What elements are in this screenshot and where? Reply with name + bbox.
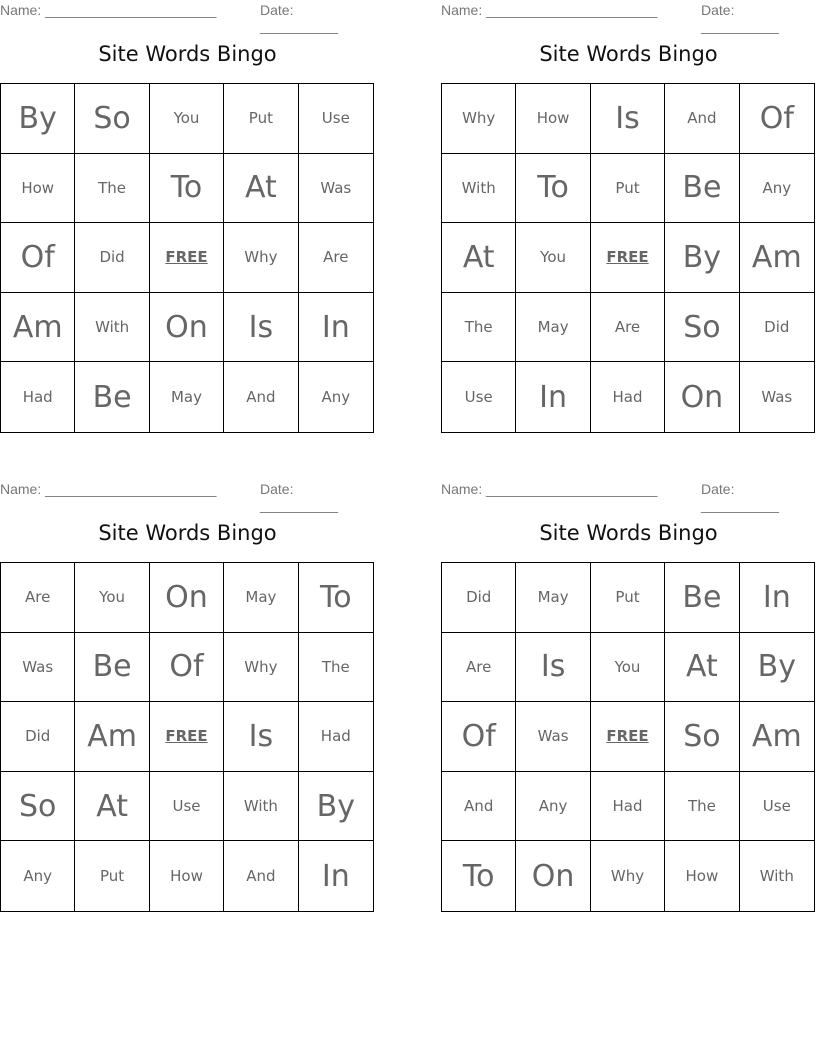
bingo-cell: Was [516, 702, 590, 772]
name-field-label: Name: ______________________ [0, 481, 217, 497]
bingo-cell: Of [442, 702, 516, 772]
bingo-cell: At [665, 633, 739, 703]
bingo-cell: How [665, 841, 739, 911]
bingo-cell: Did [740, 293, 814, 363]
bingo-card-3 [0, 479, 375, 919]
name-field-label: Name: ______________________ [441, 2, 658, 18]
bingo-cell: And [442, 772, 516, 842]
free-space: FREE [591, 702, 665, 772]
bingo-cell: By [665, 223, 739, 293]
bingo-cell: Is [224, 702, 298, 772]
bingo-cell: Any [1, 841, 75, 911]
bingo-cell: Of [740, 84, 814, 154]
bingo-cell: Put [75, 841, 149, 911]
bingo-cell: Why [224, 633, 298, 703]
bingo-cell: May [224, 563, 298, 633]
bingo-cell: To [442, 841, 516, 911]
bingo-cell: Of [1, 223, 75, 293]
card-title: Site Words Bingo [98, 521, 277, 545]
name-field-label: Name: ______________________ [0, 2, 217, 18]
bingo-cell: In [321, 858, 350, 894]
date-field-label: Date: __________ [701, 2, 779, 34]
bingo-cell: Why [224, 223, 298, 293]
bingo-cell: Any [740, 154, 814, 224]
bingo-cell: With [75, 293, 149, 363]
bingo-cell: You [591, 633, 665, 703]
bingo-cell: How [1, 154, 75, 224]
bingo-cell: Of [150, 633, 224, 703]
bingo-grid [0, 83, 374, 433]
date-field-label: Date: __________ [701, 481, 779, 513]
bingo-cell: Was [761, 388, 793, 407]
bingo-grid [441, 83, 815, 433]
bingo-cell: At [442, 223, 516, 293]
bingo-cell: With [224, 772, 298, 842]
card-title: Site Words Bingo [539, 42, 718, 66]
bingo-cell: Was [1, 633, 75, 703]
bingo-card-1 [0, 0, 375, 440]
bingo-cell: Put [591, 154, 665, 224]
bingo-cell: Did [75, 223, 149, 293]
bingo-cell: On [516, 841, 590, 911]
date-field-label: Date: __________ [260, 2, 338, 34]
bingo-cell: To [150, 154, 224, 224]
bingo-cell: May [150, 362, 224, 432]
bingo-cell: On [665, 362, 739, 432]
free-space: FREE [150, 223, 224, 293]
bingo-cell: The [299, 633, 373, 703]
free-space: FREE [591, 223, 665, 293]
bingo-cell: Use [150, 772, 224, 842]
bingo-cell: Had [591, 772, 665, 842]
bingo-cell: And [224, 841, 298, 911]
date-field-label: Date: __________ [260, 481, 338, 513]
bingo-cell: The [75, 154, 149, 224]
bingo-cell: So [1, 772, 75, 842]
bingo-cell: Put [224, 84, 298, 154]
bingo-cell: Be [75, 362, 149, 432]
bingo-cell: So [75, 84, 149, 154]
bingo-cell: Had [299, 702, 373, 772]
bingo-cell: Be [665, 154, 739, 224]
bingo-cell: Are [299, 223, 373, 293]
bingo-cell: Had [591, 362, 665, 432]
bingo-cell: Did [1, 702, 75, 772]
bingo-cell: Is [516, 633, 590, 703]
card-title: Site Words Bingo [98, 42, 277, 66]
bingo-cell: So [665, 702, 739, 772]
bingo-cell: On [150, 563, 224, 633]
bingo-cell: May [516, 563, 590, 633]
bingo-cell: With [442, 154, 516, 224]
bingo-cell: At [224, 154, 298, 224]
bingo-cell: Use [740, 772, 814, 842]
bingo-cell: By [299, 772, 373, 842]
bingo-cell: How [150, 841, 224, 911]
bingo-cell: You [75, 563, 149, 633]
bingo-cell: Be [75, 633, 149, 703]
bingo-grid [441, 562, 815, 912]
bingo-cell: In [740, 563, 814, 633]
card-title: Site Words Bingo [539, 521, 718, 545]
bingo-cell: Why [591, 841, 665, 911]
bingo-cell: Did [442, 563, 516, 633]
bingo-cell: On [150, 293, 224, 363]
bingo-cell: Am [740, 223, 814, 293]
bingo-cell: To [299, 563, 373, 633]
bingo-cell: In [299, 293, 373, 363]
bingo-cell: At [75, 772, 149, 842]
bingo-cell: Are [591, 293, 665, 363]
bingo-cell: Are [1, 563, 75, 633]
bingo-cell: Are [442, 633, 516, 703]
bingo-cell: By [740, 633, 814, 703]
bingo-grid [0, 562, 374, 912]
bingo-cell: Any [516, 772, 590, 842]
bingo-cell: To [516, 154, 590, 224]
bingo-cell: May [516, 293, 590, 363]
bingo-cell: The [665, 772, 739, 842]
bingo-card-2 [441, 0, 816, 440]
bingo-cell: Use [442, 362, 516, 432]
bingo-cell: Am [75, 702, 149, 772]
bingo-cell: Am [740, 702, 814, 772]
bingo-cell: How [516, 84, 590, 154]
bingo-cell: With [759, 867, 794, 886]
bingo-cell: In [516, 362, 590, 432]
name-field-label: Name: ______________________ [441, 481, 658, 497]
bingo-cell: And [224, 362, 298, 432]
bingo-cell: By [1, 84, 75, 154]
bingo-cell: Put [591, 563, 665, 633]
bingo-cell: Is [591, 84, 665, 154]
bingo-cell: You [150, 84, 224, 154]
bingo-cell: The [442, 293, 516, 363]
bingo-cell: So [665, 293, 739, 363]
bingo-card-4 [441, 479, 816, 919]
bingo-cell: Use [299, 84, 373, 154]
bingo-cell: Am [1, 293, 75, 363]
bingo-cell: Was [299, 154, 373, 224]
bingo-cell: Is [224, 293, 298, 363]
free-space: FREE [150, 702, 224, 772]
bingo-cell: And [665, 84, 739, 154]
bingo-cell: Be [665, 563, 739, 633]
bingo-cell: Had [1, 362, 75, 432]
bingo-cell: You [516, 223, 590, 293]
bingo-cell: Any [321, 388, 351, 407]
bingo-cell: Why [442, 84, 516, 154]
